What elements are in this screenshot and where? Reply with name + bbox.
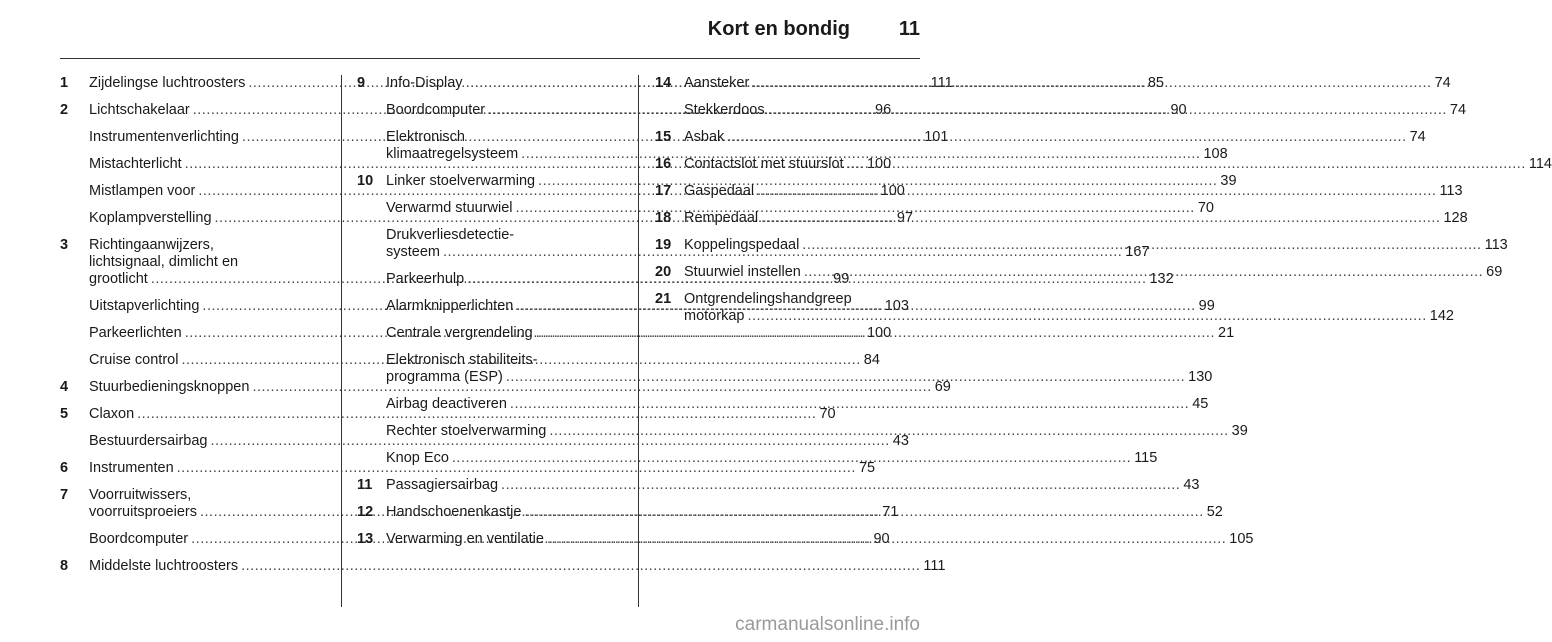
entry-page-number[interactable]: 114 xyxy=(1528,156,1552,172)
entry-label: Verwarmd stuurwiel xyxy=(386,200,513,216)
index-entry xyxy=(655,210,1468,227)
entry-text xyxy=(684,237,1508,254)
entry-page-number[interactable]: 74 xyxy=(1409,129,1426,145)
entry-text xyxy=(386,450,1157,467)
dot-leader xyxy=(761,210,1440,227)
dot-leader xyxy=(452,450,1131,467)
index-entry xyxy=(357,423,1248,440)
entry-number xyxy=(60,210,89,227)
entry-label-line: Voorruitwissers, xyxy=(89,487,192,503)
entry-number: 8 xyxy=(60,558,69,574)
entry-page-number[interactable]: 75 xyxy=(858,460,876,476)
entry-number: 14 xyxy=(655,75,672,91)
entry-number: 4 xyxy=(60,379,69,395)
entry-page-number[interactable]: 39 xyxy=(1220,173,1237,189)
entry-page-number[interactable]: 99 xyxy=(1198,298,1215,314)
entry-page-number[interactable]: 101 xyxy=(924,129,949,145)
entry-number xyxy=(60,531,89,548)
entry-label: Knop Eco xyxy=(386,450,449,466)
entry-page-number[interactable]: 130 xyxy=(1188,369,1213,385)
entry-number xyxy=(357,102,386,119)
column-divider xyxy=(638,75,639,607)
entry-label: Stuurbedieningsknoppen xyxy=(89,379,250,395)
entry-number: 17 xyxy=(655,183,672,199)
index-entry xyxy=(60,460,876,477)
entry-number xyxy=(655,102,684,119)
entry-page-number[interactable]: 111 xyxy=(930,75,953,91)
entry-page-number[interactable]: 90 xyxy=(1170,102,1187,118)
entry-page-number[interactable]: 74 xyxy=(1434,75,1451,91)
entry-page-number[interactable]: 43 xyxy=(1183,477,1200,493)
dot-leader xyxy=(501,477,1180,494)
entry-number: 6 xyxy=(60,460,69,476)
entry-page-number[interactable]: 100 xyxy=(866,325,892,341)
entry-page-number[interactable]: 96 xyxy=(875,102,892,118)
entry-page-number[interactable]: 45 xyxy=(1192,396,1209,412)
entry-label: Boordcomputer xyxy=(386,102,486,118)
entry-label: Bestuurdersairbag xyxy=(89,433,208,449)
entry-number xyxy=(60,352,89,369)
entry-number xyxy=(357,325,386,342)
entry-label: Zijdelingse luchtroosters xyxy=(89,75,246,91)
entry-number xyxy=(357,227,386,261)
dot-leader xyxy=(847,156,1526,173)
entry-number: 1 xyxy=(60,75,69,91)
entry-label: Info-Display xyxy=(386,75,463,91)
entry-label: klimaatregelsysteem xyxy=(386,146,519,162)
entry-label: grootlicht xyxy=(89,271,148,287)
entry-label-line: Richtingaanwijzers, xyxy=(89,237,214,253)
entry-label: Rempedaal xyxy=(684,210,759,226)
index-entry xyxy=(357,200,1214,217)
entry-page-number[interactable]: 39 xyxy=(1231,423,1248,439)
entry-number: 12 xyxy=(357,504,374,520)
entry-page-number[interactable]: 142 xyxy=(1429,308,1454,324)
index-entry xyxy=(60,433,909,450)
entry-label: Parkeerlichten xyxy=(89,325,182,341)
entry-page-number[interactable]: 115 xyxy=(1134,450,1158,466)
entry-number xyxy=(357,423,386,440)
entry-label: Cruise control xyxy=(89,352,179,368)
entry-number: 16 xyxy=(655,156,672,172)
dot-leader xyxy=(802,237,1481,254)
entry-number: 3 xyxy=(60,237,69,253)
entry-page-number[interactable]: 167 xyxy=(1125,244,1150,260)
entry-page-number[interactable]: 100 xyxy=(880,183,905,199)
column-divider xyxy=(341,75,342,607)
entry-page-number[interactable]: 132 xyxy=(1149,271,1174,287)
entry-page-number[interactable]: 108 xyxy=(1203,146,1228,162)
entry-number: 10 xyxy=(357,173,374,189)
index-entry xyxy=(655,156,1552,173)
entry-label: Mistachterlicht xyxy=(89,156,182,172)
entry-number: 15 xyxy=(655,129,672,145)
header-divider xyxy=(60,58,920,59)
dot-leader xyxy=(747,308,1426,325)
entry-label: Boordcomputer xyxy=(89,531,189,547)
entry-page-number[interactable]: 105 xyxy=(1229,531,1254,547)
entry-text xyxy=(684,75,1451,92)
entry-text xyxy=(684,129,1426,146)
entry-page-number[interactable]: 113 xyxy=(1484,237,1508,253)
entry-label: Rechter stoelverwarming xyxy=(386,423,547,439)
entry-text xyxy=(386,531,1253,548)
entry-number xyxy=(357,271,386,288)
index-entry xyxy=(357,477,1200,494)
dot-leader xyxy=(549,423,1228,440)
entry-label: Handschoenenkastje xyxy=(386,504,522,520)
entry-text xyxy=(386,352,1212,386)
entry-text xyxy=(684,156,1552,173)
entry-page-number[interactable]: 21 xyxy=(1218,325,1235,341)
dot-leader xyxy=(524,504,1203,521)
index-entry xyxy=(357,450,1158,467)
entry-page-number[interactable]: 43 xyxy=(892,433,909,449)
entry-label: motorkap xyxy=(684,308,745,324)
entry-text xyxy=(684,102,1466,119)
entry-label: Stekkerdoos xyxy=(684,102,765,118)
entry-label: Koplampverstelling xyxy=(89,210,212,226)
entry-page-number[interactable]: 85 xyxy=(1147,75,1164,91)
index-entry xyxy=(357,396,1209,413)
entry-number: 20 xyxy=(655,264,672,280)
dot-leader xyxy=(757,183,1436,200)
entry-label: Asbak xyxy=(684,129,725,145)
entry-text xyxy=(386,423,1248,440)
entry-page-number[interactable]: 70 xyxy=(819,406,836,422)
entry-label-line: Elektronisch xyxy=(386,129,465,145)
entry-page-number[interactable]: 100 xyxy=(866,156,892,172)
entry-label: Uitstapverlichting xyxy=(89,298,200,314)
dot-leader xyxy=(506,369,1185,386)
entry-label: Koppelingspedaal xyxy=(684,237,800,253)
entry-number xyxy=(357,298,386,315)
entry-number: 13 xyxy=(357,531,374,547)
entry-page-number[interactable]: 113 xyxy=(1439,183,1463,199)
entry-label: Contactslot met stuurslot xyxy=(684,156,844,172)
entry-label-line: Drukverliesdetectie- xyxy=(386,227,515,243)
index-entry xyxy=(655,183,1463,200)
entry-page-number[interactable]: 103 xyxy=(884,298,909,314)
entry-label-line: Ontgrendelingshandgreep xyxy=(684,291,852,307)
entry-page-number[interactable]: 111 xyxy=(923,558,946,574)
entry-number xyxy=(357,352,386,386)
entry-label: Parkeerhulp xyxy=(386,271,465,287)
entry-label: Aansteker xyxy=(684,75,750,91)
page-title: Kort en bondig xyxy=(707,18,850,40)
entry-label: Middelste luchtroosters xyxy=(89,558,239,574)
entry-page-number[interactable]: 128 xyxy=(1443,210,1468,226)
entry-number: 21 xyxy=(655,291,672,307)
entry-number xyxy=(357,396,386,413)
entry-label: programma (ESP) xyxy=(386,369,503,385)
watermark: carmanualsonline.info xyxy=(735,614,920,635)
dot-leader xyxy=(768,102,1447,119)
dot-leader xyxy=(510,396,1189,413)
entry-label: Gaspedaal xyxy=(684,183,755,199)
entry-label: Mistlampen voor xyxy=(89,183,196,199)
dot-leader xyxy=(547,531,1226,548)
entry-text xyxy=(89,558,945,575)
entry-number xyxy=(60,183,89,200)
entry-page-number[interactable]: 71 xyxy=(882,504,899,520)
entry-text xyxy=(684,183,1463,200)
entry-text xyxy=(386,396,1208,413)
entry-text xyxy=(684,264,1502,281)
entry-label: Instrumentenverlichting xyxy=(89,129,239,145)
entry-number: 11 xyxy=(357,477,373,493)
entry-page-number[interactable]: 69 xyxy=(1486,264,1503,280)
dot-leader xyxy=(241,558,920,575)
entry-text xyxy=(684,210,1468,227)
entry-label: Instrumenten xyxy=(89,460,174,476)
index-entry xyxy=(60,406,836,423)
entry-label: Linker stoelverwarming xyxy=(386,173,536,189)
entry-label-line: Elektronisch stabiliteits- xyxy=(386,352,538,368)
page-number: 11 xyxy=(898,18,920,40)
page-header xyxy=(0,0,960,56)
dot-leader xyxy=(804,264,1483,281)
entry-number: 18 xyxy=(655,210,672,226)
entry-page-number[interactable]: 74 xyxy=(1449,102,1467,118)
entry-number xyxy=(60,156,89,173)
entry-page-number[interactable]: 90 xyxy=(873,531,890,547)
entry-number xyxy=(357,200,386,217)
entry-label: voorruitsproeiers xyxy=(89,504,197,520)
entry-number xyxy=(60,298,89,315)
entry-label-line: lichtsignaal, dimlicht en xyxy=(89,254,239,270)
dot-leader xyxy=(752,75,1431,92)
entry-label: systeem xyxy=(386,244,440,260)
entry-number: 5 xyxy=(60,406,69,422)
entry-number xyxy=(60,325,89,342)
entry-number: 19 xyxy=(655,237,672,253)
entry-text xyxy=(684,291,1454,325)
entry-page-number[interactable]: 52 xyxy=(1206,504,1223,520)
entry-label: Centrale vergrendeling xyxy=(386,325,533,341)
entry-label: Stuurwiel instellen xyxy=(684,264,801,280)
entry-page-number[interactable]: 97 xyxy=(896,210,913,226)
entry-number: 2 xyxy=(60,102,69,118)
entry-text xyxy=(386,477,1199,494)
entry-label: Passagiersairbag xyxy=(386,477,499,493)
entry-number xyxy=(357,450,386,467)
index-entry xyxy=(60,379,951,396)
entry-number: 9 xyxy=(357,75,366,91)
entry-label: Alarmknipperlichten xyxy=(386,298,514,314)
entry-text xyxy=(386,504,1223,521)
dot-leader xyxy=(727,129,1406,146)
entry-number xyxy=(60,129,89,146)
entry-label: Lichtschakelaar xyxy=(89,102,190,118)
entry-page-number[interactable]: 70 xyxy=(1197,200,1214,216)
entry-label: Claxon xyxy=(89,406,135,422)
entry-page-number[interactable]: 99 xyxy=(833,271,850,287)
entry-page-number[interactable]: 69 xyxy=(934,379,951,395)
index-entry xyxy=(357,173,1237,190)
entry-label: Airbag deactiveren xyxy=(386,396,507,412)
index-entry xyxy=(60,558,946,575)
entry-page-number[interactable]: 84 xyxy=(863,352,880,368)
entry-label: Verwarming en ventilatie xyxy=(386,531,544,547)
entry-number: 7 xyxy=(60,487,69,503)
entry-number xyxy=(60,433,89,450)
entry-number xyxy=(357,129,386,163)
